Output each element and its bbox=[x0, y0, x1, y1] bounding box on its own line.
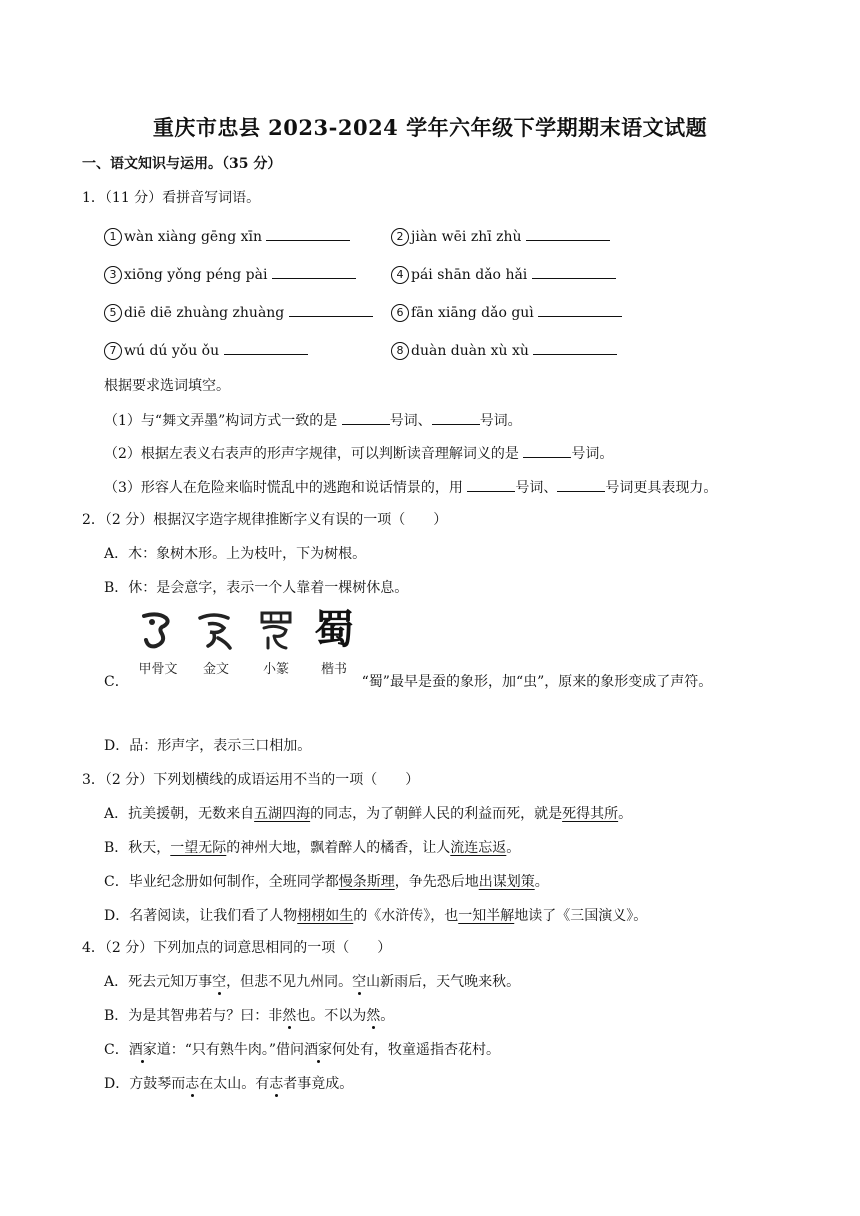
bronze-script bbox=[186, 608, 246, 677]
question-4-stem: 4．（2 分）下列加点的词意思相同的一项（ ） bbox=[82, 940, 392, 956]
circled-number: 3 bbox=[104, 266, 122, 284]
section-heading: 一、语文知识与运用。（35 分） bbox=[82, 156, 282, 172]
underlined-idiom: 五湖四海 bbox=[254, 806, 311, 822]
answer-blank[interactable] bbox=[289, 302, 373, 317]
circled-number: 8 bbox=[391, 342, 409, 360]
dotted-word: 然 bbox=[282, 1008, 297, 1024]
answer-blank[interactable] bbox=[432, 410, 480, 425]
circled-number: 1 bbox=[104, 228, 122, 246]
pinyin-item-2 bbox=[391, 226, 610, 247]
dotted-word: 空 bbox=[212, 974, 227, 990]
option-a: A．木：象树木形。上为枝叶，下为树根。 bbox=[104, 546, 367, 562]
pinyin-text: fān xiāng dǎo guì bbox=[411, 305, 534, 321]
sub-question-1 bbox=[104, 410, 522, 431]
option-b: B．秋天，一望无际的神州大地，飘着醉人的橘香，让人流连忘返。 bbox=[104, 840, 521, 856]
pinyin-text: wàn xiàng gēng xīn bbox=[124, 229, 263, 245]
option-c-text: “蜀”最早是蚕的象形，加“虫”，原来的象形变成了声符。 bbox=[361, 674, 713, 690]
option-c: C．酒家道：“只有熟牛肉。”借问酒家何处有，牧童遥指杏花村。 bbox=[104, 1042, 501, 1058]
oracle-glyph-icon bbox=[136, 608, 180, 652]
pinyin-item-1 bbox=[104, 226, 350, 247]
sub-question-text: （3）形容人在危险来临时慌乱中的逃跑和说话情景的，用 bbox=[104, 480, 463, 496]
pinyin-item-5 bbox=[104, 302, 373, 323]
answer-blank[interactable] bbox=[224, 340, 308, 355]
dotted-word: 志 bbox=[269, 1076, 284, 1092]
answer-blank[interactable] bbox=[467, 477, 515, 492]
question-1-stem: 1．（11 分）看拼音写词语。 bbox=[82, 190, 261, 206]
option-b: B．休：是会意字，表示一个人靠着一棵树休息。 bbox=[104, 580, 409, 596]
script-label: 小篆 bbox=[262, 662, 289, 677]
pinyin-text: diē diē zhuàng zhuàng bbox=[124, 305, 285, 321]
answer-blank[interactable] bbox=[523, 443, 571, 458]
dotted-word: 酒家 bbox=[128, 1042, 157, 1058]
small-seal-script bbox=[246, 608, 306, 677]
script-label: 金文 bbox=[202, 662, 229, 677]
dotted-word: 空 bbox=[352, 974, 367, 990]
underlined-idiom: 栩栩如生 bbox=[297, 908, 354, 924]
pinyin-item-4 bbox=[391, 264, 616, 285]
dotted-word: 志 bbox=[185, 1076, 200, 1092]
answer-blank[interactable] bbox=[342, 410, 390, 425]
oracle-bone-script bbox=[128, 608, 188, 677]
option-b: B．为是其智弗若与？曰：非然也。不以为然。 bbox=[104, 1008, 395, 1024]
underlined-idiom: 出谋划策 bbox=[478, 874, 535, 890]
option-c bbox=[104, 672, 712, 692]
instruction-text: 根据要求选词填空。 bbox=[104, 378, 230, 394]
sub-question-text: 号词更具表现力。 bbox=[605, 480, 718, 496]
answer-blank[interactable] bbox=[532, 264, 616, 279]
option-c-prefix: C． bbox=[104, 674, 129, 690]
seal-glyph-icon bbox=[254, 608, 298, 652]
page-title: 重庆市忠县 2023-2024 学年六年级下学期期末语文试题 bbox=[152, 115, 708, 140]
question-3-stem: 3．（2 分）下列划横线的成语运用不当的一项（ ） bbox=[82, 772, 420, 788]
circled-number: 7 bbox=[104, 342, 122, 360]
sub-question-2 bbox=[104, 443, 613, 464]
sub-question-text: 号词。 bbox=[571, 446, 614, 462]
pinyin-item-3 bbox=[104, 264, 356, 285]
regular-script-char: 蜀 bbox=[314, 606, 354, 653]
pinyin-text: pái shān dǎo hǎi bbox=[411, 267, 528, 283]
sub-question-text: （2）根据左表义右表声的形声字规律，可以判断读音理解词义的是 bbox=[104, 446, 519, 462]
option-c: C．毕业纪念册如何制作，全班同学都慢条斯理，争先恐后地出谋划策。 bbox=[104, 874, 549, 890]
pinyin-item-7 bbox=[104, 340, 308, 361]
option-d: D．方鼓琴而志在太山。有志者事竟成。 bbox=[104, 1076, 354, 1092]
pinyin-item-8 bbox=[391, 340, 617, 361]
option-d: D．名著阅读，让我们看了人物栩栩如生的《水浒传》，也一知半解地读了《三国演义》。 bbox=[104, 908, 648, 924]
pinyin-item-6 bbox=[391, 302, 622, 323]
sub-question-text: （1）与“舞文弄墨”构词方式一致的是 bbox=[104, 413, 338, 429]
option-a: A．死去元知万事空，但悲不见九州同。空山新雨后，天气晚来秋。 bbox=[104, 974, 521, 990]
pinyin-text: jiàn wēi zhī zhù bbox=[411, 229, 522, 245]
answer-blank[interactable] bbox=[526, 226, 610, 241]
pinyin-text: wú dú yǒu ǒu bbox=[124, 343, 220, 359]
answer-blank[interactable] bbox=[272, 264, 356, 279]
underlined-idiom: 死得其所 bbox=[562, 806, 619, 822]
sub-question-text: 号词。 bbox=[479, 413, 522, 429]
answer-blank[interactable] bbox=[538, 302, 622, 317]
regular-script bbox=[304, 608, 364, 677]
circled-number: 2 bbox=[391, 228, 409, 246]
underlined-idiom: 一望无际 bbox=[170, 840, 227, 856]
dotted-word: 酒家 bbox=[304, 1042, 333, 1058]
underlined-idiom: 一知半解 bbox=[458, 908, 515, 924]
question-2-stem: 2．（2 分）根据汉字造字规律推断字义有误的一项（ ） bbox=[82, 512, 448, 528]
answer-blank[interactable] bbox=[266, 226, 350, 241]
sub-question-text: 号词、 bbox=[389, 413, 432, 429]
answer-blank[interactable] bbox=[533, 340, 617, 355]
circled-number: 6 bbox=[391, 304, 409, 322]
dotted-word: 然 bbox=[366, 1008, 381, 1024]
underlined-idiom: 慢条斯理 bbox=[338, 874, 395, 890]
pinyin-text: duàn duàn xù xù bbox=[411, 343, 529, 359]
bronze-glyph-icon bbox=[194, 608, 238, 652]
script-label: 甲骨文 bbox=[138, 662, 178, 677]
pinyin-text: xiōng yǒng péng pài bbox=[124, 267, 268, 283]
script-label: 楷书 bbox=[320, 662, 347, 677]
answer-blank[interactable] bbox=[557, 477, 605, 492]
option-a: A．抗美援朝，无数来自五湖四海的同志，为了朝鲜人民的利益而死，就是死得其所。 bbox=[104, 806, 633, 822]
sub-question-3 bbox=[104, 477, 717, 498]
sub-question-text: 号词、 bbox=[515, 480, 558, 496]
circled-number: 4 bbox=[391, 266, 409, 284]
circled-number: 5 bbox=[104, 304, 122, 322]
option-d: D．品：形声字，表示三口相加。 bbox=[104, 738, 312, 754]
underlined-idiom: 流连忘返 bbox=[450, 840, 507, 856]
